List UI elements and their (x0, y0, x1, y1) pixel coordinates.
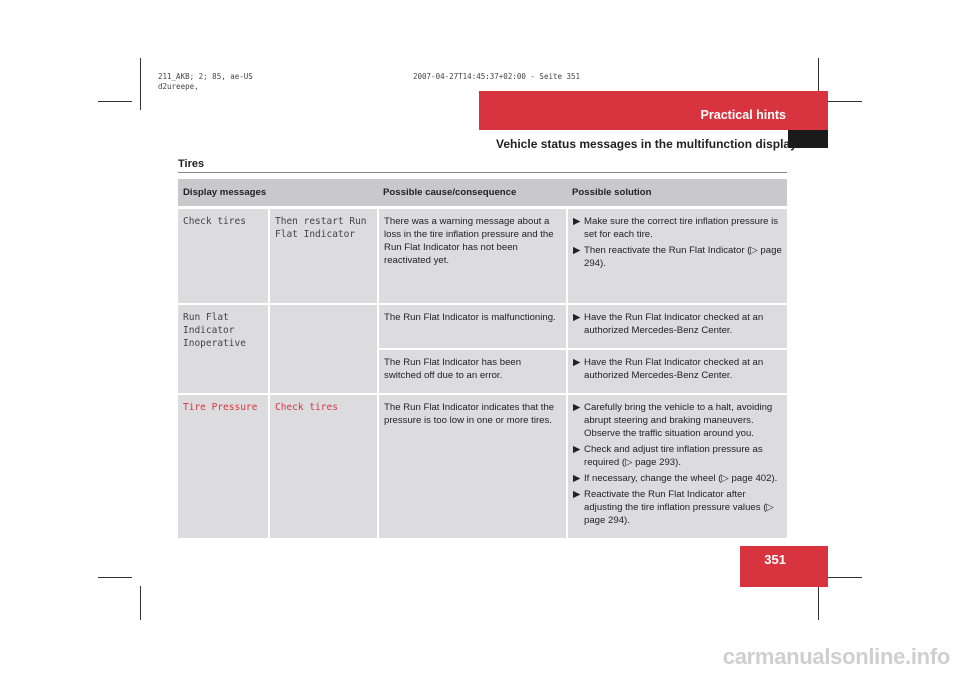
display-message-cell: Check tires (269, 394, 378, 539)
header-bar (479, 91, 828, 130)
print-meta-stamp: 2007-04-27T14:45:37+02:00 - Seite 351 (413, 72, 581, 81)
arrow-right-icon: ▶ (573, 401, 581, 413)
display-message-cell: Run Flat Indicator Inoperative (178, 304, 269, 394)
crop-mark (818, 586, 819, 620)
crop-mark (828, 101, 862, 102)
section-header-title: Practical hints (700, 108, 786, 122)
crop-mark (98, 101, 132, 102)
solution-text: Then reactivate the Run Flat Indicator (▷ page 294). (584, 245, 782, 269)
solution-item (573, 401, 782, 440)
page-number-box (740, 546, 828, 587)
cause-cell: The Run Flat Indicator is malfunctioning. (378, 304, 567, 349)
print-meta-left (158, 72, 253, 92)
solution-cell (567, 208, 787, 304)
solution-text: Make sure the correct tire inflation pressure is set for each tire. (584, 216, 779, 240)
table-row (178, 394, 787, 539)
solution-text: Reactivate the Run Flat Indicator after adjusting the tire inflation pressure values (▷ page 294). (584, 488, 774, 526)
display-message-cell: Tire Pressure (178, 394, 269, 539)
table-row (178, 208, 787, 304)
solution-item (573, 311, 782, 337)
column-header: Possible cause/consequence (378, 179, 567, 208)
solution-cell (567, 304, 787, 349)
solution-item (573, 443, 782, 469)
arrow-right-icon: ▶ (573, 356, 581, 368)
solution-cell (567, 394, 787, 539)
arrow-right-icon: ▶ (573, 245, 581, 256)
print-meta-line2: d2ureepe, (158, 82, 199, 91)
display-message-cell (269, 304, 378, 394)
solution-item (573, 215, 782, 241)
solution-item (573, 244, 782, 270)
cause-cell: The Run Flat Indicator indicates that the pressure is too low in one or more tires. (378, 394, 567, 539)
column-header: Display messages (178, 179, 378, 208)
header-subtitle: Vehicle status messages in the multifunction display (496, 137, 797, 151)
solution-cell (567, 349, 787, 394)
solution-text: If necessary, change the wheel (▷ page 402). (584, 472, 778, 484)
arrow-right-icon: ▶ (573, 472, 581, 484)
solution-item (573, 472, 782, 485)
table-row (178, 304, 787, 349)
section-title: Tires (178, 158, 205, 170)
arrow-right-icon: ▶ (573, 443, 581, 455)
arrow-right-icon: ▶ (573, 311, 581, 323)
solution-text: Have the Run Flat Indicator checked at an authorized Mercedes-Benz Center. (584, 311, 764, 336)
arrow-right-icon: ▶ (573, 216, 581, 227)
crop-mark (828, 577, 862, 578)
solution-item (573, 356, 782, 382)
crop-mark (140, 586, 141, 620)
solution-text: Have the Run Flat Indicator checked at an authorized Mercedes-Benz Center. (584, 356, 764, 381)
crop-mark (98, 577, 132, 578)
status-messages-table (178, 179, 787, 540)
cause-cell: The Run Flat Indicator has been switched off due to an error. (378, 349, 567, 394)
display-message-cell: Check tires (178, 208, 269, 304)
column-header: Possible solution (567, 179, 787, 208)
crop-mark (140, 58, 141, 110)
solution-item (573, 488, 782, 527)
solution-text: Carefully bring the vehicle to a halt, avoiding abrupt steering and braking maneuvers. Observe the traffic situation around you. (584, 401, 773, 439)
print-meta-line1: 211_AKB; 2; 85, ae-US (158, 72, 253, 81)
page-number: 351 (764, 552, 786, 567)
section-rule (178, 172, 787, 173)
arrow-right-icon: ▶ (573, 488, 581, 500)
watermark: carmanualsonline.info (722, 644, 950, 669)
cause-cell: There was a warning message about a loss in the tire inflation pressure and the Run Flat Indicator has not been reactivated yet. (378, 208, 567, 304)
solution-text: Check and adjust tire inflation pressure as required (▷ page 293). (584, 443, 763, 468)
table-header-row (178, 179, 787, 208)
display-message-cell: Then restart Run Flat Indicator (269, 208, 378, 304)
